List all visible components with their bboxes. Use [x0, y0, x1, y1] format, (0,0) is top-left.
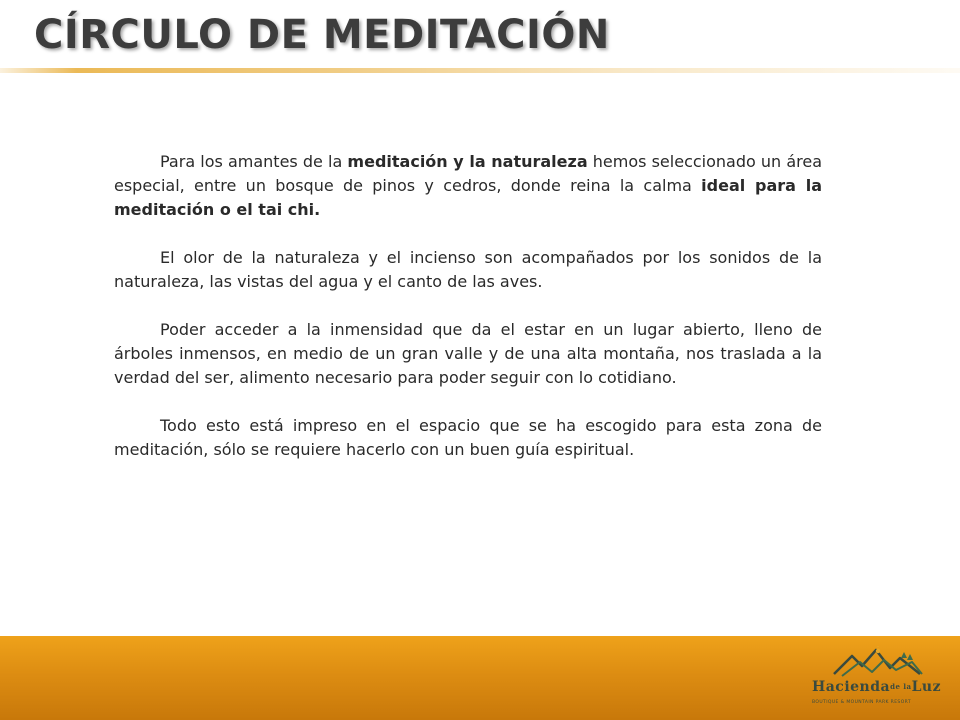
paragraph-1-pre: Para los amantes de la	[160, 152, 348, 171]
paragraph-1-bold-2: ideal para la meditación o el tai chi.	[114, 176, 823, 219]
slide-title: CÍRCULO DE MEDITACIÓN	[34, 12, 610, 58]
paragraph-2: El olor de la naturaleza y el incienso son acompañados por los sonidos de la naturaleza, las vistas del agua y el canto de las aves.	[114, 248, 822, 291]
logo-name-part-3: Luz	[911, 679, 942, 695]
logo-tagline: BOUTIQUE & MOUNTAIN PARK RESORT	[812, 700, 911, 705]
paragraph-4: Todo esto está impreso en el espacio que se ha escogido para esta zona de meditación, sólo se requiere hacerlo con un buen guía espiritual.	[114, 416, 822, 459]
logo-name-part-2: de la	[890, 682, 912, 691]
paragraph-1	[114, 150, 822, 222]
paragraph-1-bold-1: meditación y la naturaleza	[347, 152, 588, 171]
paragraph-1-mid: hemos seleccionado un área especial, entre un bosque de pinos y cedros, donde reina la calma	[114, 152, 823, 195]
paragraph-3: Poder acceder a la inmensidad que da el estar en un lugar abierto, lleno de árboles inmensos, en medio de un gran valle y de una alta montaña, nos traslada a la verdad del ser, alimento necesario para poder seguir con lo cotidiano.	[114, 320, 822, 387]
logo-name	[812, 679, 942, 695]
logo-name-part-1: Hacienda	[812, 679, 891, 695]
title-underline	[0, 68, 960, 73]
mountains-logo-icon	[832, 646, 924, 678]
hacienda-logo	[812, 646, 942, 718]
body-text	[114, 150, 822, 486]
